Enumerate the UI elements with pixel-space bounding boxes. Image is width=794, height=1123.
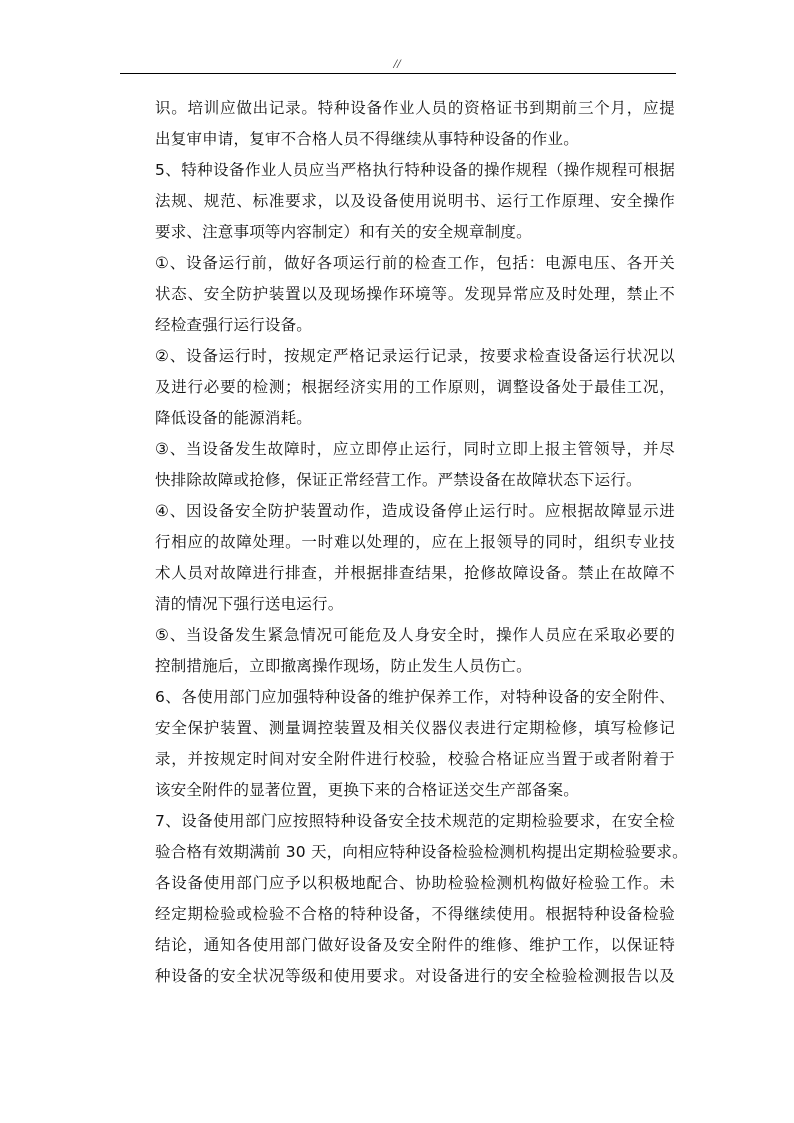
text-line: 状态、安全防护装置以及现场操作环境等。发现异常应及时处理，禁止不 [155, 285, 675, 303]
text-line: 出复审申请，复审不合格人员不得继续从事特种设备的作业。 [155, 130, 579, 148]
text-line: 控制措施后，立即撤离操作现场，防止发生人员伤亡。 [155, 657, 532, 675]
header-rule [120, 73, 676, 74]
text-line: 结论，通知各使用部门做好设备及安全附件的维修、维护工作，以保证特 [155, 936, 675, 954]
text-line: ②、设备运行时，按规定严格记录运行记录，按要求检查设备运行状况以 [155, 347, 675, 365]
text-line: 该安全附件的显著位置，更换下来的合格证送交生产部备案。 [155, 781, 579, 799]
text-line: 7、设备使用部门应按照特种设备安全技术规范的定期检验要求，在安全检 [155, 812, 675, 830]
paragraph-subitem-1 [155, 248, 675, 341]
text-line: 识。培训应做出记录。特种设备作业人员的资格证书到期前三个月，应提 [155, 99, 675, 117]
text-line: ④、因设备安全防护装置动作，造成设备停止运行时。应根据故障显示进 [155, 502, 675, 520]
paragraph-subitem-3 [155, 434, 675, 496]
paragraph-item-6 [155, 682, 675, 806]
page-header-mark: // [393, 56, 401, 71]
paragraph-item-5 [155, 155, 675, 248]
text-line: 要求、注意事项等内容制定）和有关的安全规章制度。 [155, 223, 532, 241]
text-line: 清的情况下强行送电运行。 [155, 595, 344, 613]
text-line: 行相应的故障处理。一时难以处理的，应在上报领导的同时，组织专业技 [155, 533, 675, 551]
text-line: 种设备的安全状况等级和使用要求。对设备进行的安全检验检测报告以及 [155, 967, 675, 985]
text-line: ③、当设备发生故障时，应立即停止运行，同时立即上报主管领导，并尽 [155, 440, 675, 458]
text-line: 术人员对故障进行排查，并根据排查结果，抢修故障设备。禁止在故障不 [155, 564, 675, 582]
text-line: 各设备使用部门应予以积极地配合、协助检验检测机构做好检验工作。未 [155, 874, 675, 892]
paragraph-subitem-2 [155, 341, 675, 434]
document-body [155, 93, 688, 992]
text-line: 5、特种设备作业人员应当严格执行特种设备的操作规程（操作规程可根据 [155, 161, 675, 179]
text-line: 6、各使用部门应加强特种设备的维护保养工作，对特种设备的安全附件、 [155, 688, 675, 706]
paragraph-subitem-5 [155, 620, 675, 682]
paragraph-training-records [155, 93, 675, 155]
text-line: 降低设备的能源消耗。 [155, 409, 313, 427]
text-line: 验合格有效期满前 30 天，向相应特种设备检验检测机构提出定期检验要求。 [155, 843, 688, 861]
text-line: ①、设备运行前，做好各项运行前的检查工作，包括：电源电压、各开关 [155, 254, 675, 272]
text-line: 经检查强行运行设备。 [155, 316, 313, 334]
text-line: ⑤、当设备发生紧急情况可能危及人身安全时，操作人员应在采取必要的 [155, 626, 675, 644]
text-line: 及进行必要的检测；根据经济实用的工作原则，调整设备处于最佳工况， [155, 378, 675, 396]
paragraph-subitem-4 [155, 496, 675, 620]
text-line: 经定期检验或检验不合格的特种设备，不得继续使用。根据特种设备检验 [155, 905, 675, 923]
text-line: 快排除故障或抢修，保证正常经营工作。严禁设备在故障状态下运行。 [155, 471, 642, 489]
text-line: 法规、规范、标准要求，以及设备使用说明书、运行工作原理、安全操作 [155, 192, 675, 210]
paragraph-item-7 [155, 806, 688, 992]
text-line: 录，并按规定时间对安全附件进行校验，校验合格证应当置于或者附着于 [155, 750, 675, 768]
text-line: 安全保护装置、测量调控装置及相关仪器仪表进行定期检修，填写检修记 [155, 719, 675, 737]
